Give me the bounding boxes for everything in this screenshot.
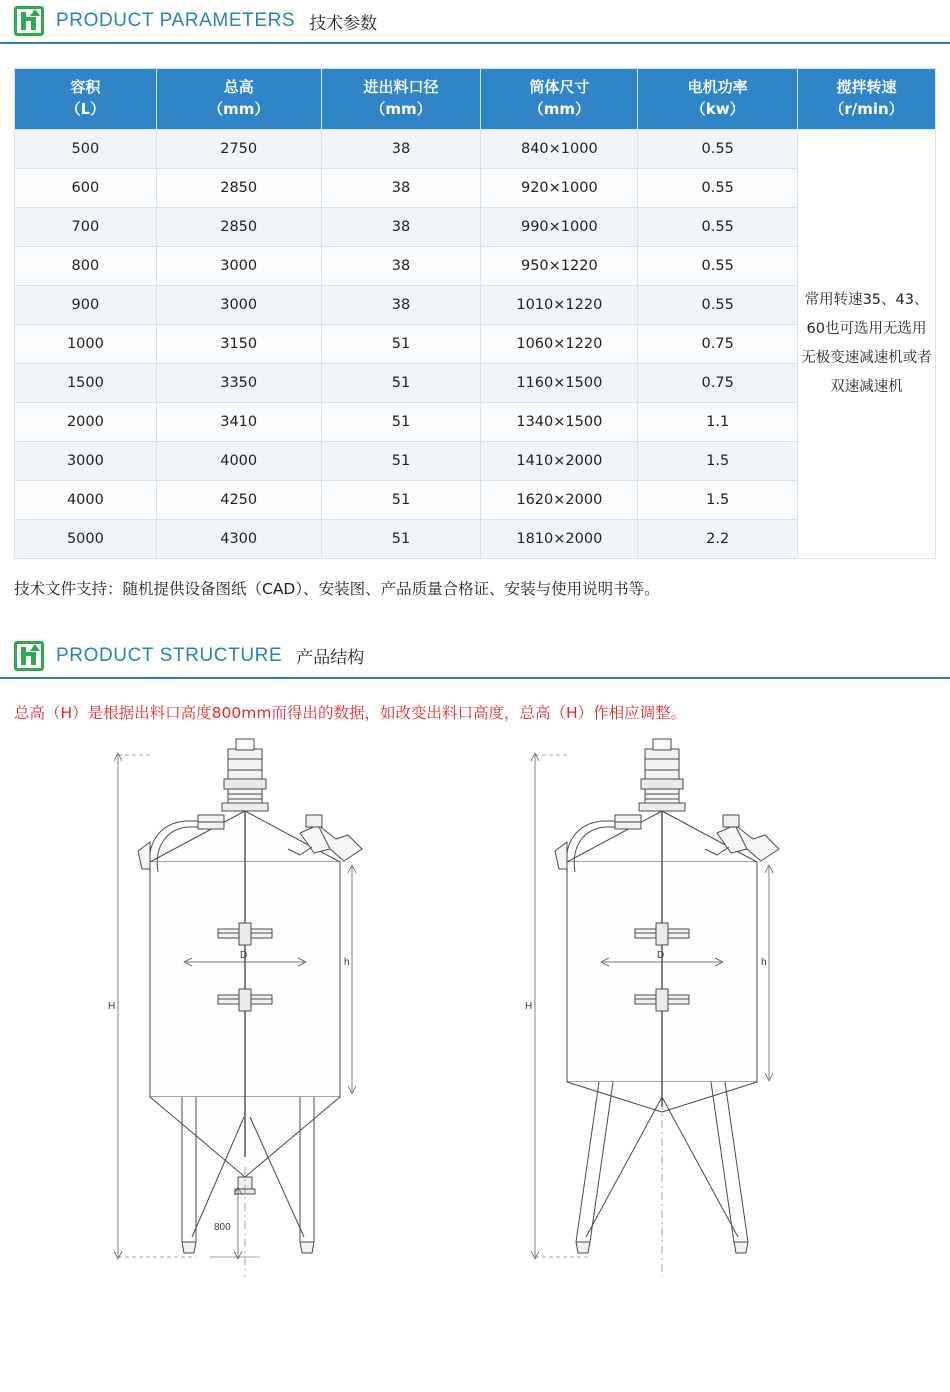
tank-drawing-right [531,739,779,1277]
section-header-structure [0,635,950,679]
cell-motor-power: 0.75 [638,324,798,363]
cell-motor-power: 1.5 [638,480,798,519]
parameters-table [14,68,936,559]
cell-port-diameter: 51 [321,441,481,480]
cell-total-height: 2850 [156,207,321,246]
table-row [15,480,936,519]
section-title-cn: 技术参数 [309,13,378,34]
table-row [15,519,936,558]
cell-volume: 500 [15,129,157,168]
cell-body-size: 1410×2000 [481,441,638,480]
cell-port-diameter: 38 [321,207,481,246]
cell-total-height: 3350 [156,363,321,402]
label-right-inner-height: h [761,956,767,968]
cell-volume: 1000 [15,324,157,363]
cell-volume: 1500 [15,363,157,402]
table-row [15,285,936,324]
cell-motor-power: 0.55 [638,246,798,285]
cell-body-size: 1810×2000 [481,519,638,558]
cell-body-size: 1160×1500 [481,363,638,402]
column-header-stir-speed: 搅拌转速 （r/min） [798,69,936,130]
cell-body-size: 840×1000 [481,129,638,168]
cell-total-height: 4000 [156,441,321,480]
cell-body-size: 1620×2000 [481,480,638,519]
cell-volume: 4000 [15,480,157,519]
tank-drawing-left [114,739,362,1277]
cell-body-size: 1010×1220 [481,285,638,324]
cell-body-size: 950×1220 [481,246,638,285]
table-row [15,246,936,285]
cell-motor-power: 0.55 [638,285,798,324]
cell-motor-power: 0.55 [638,129,798,168]
cell-volume: 800 [15,246,157,285]
cell-body-size: 1340×1500 [481,402,638,441]
section-title-en: PRODUCT PARAMETERS [56,10,296,31]
company-logo-icon [14,6,44,36]
cell-total-height: 3000 [156,285,321,324]
cell-total-height: 2750 [156,129,321,168]
cell-port-diameter: 38 [321,246,481,285]
label-left-inner-height: h [344,956,350,968]
column-header-body-size: 筒体尺寸 （mm） [481,69,638,130]
cell-total-height: 3000 [156,246,321,285]
cell-motor-power: 0.55 [638,207,798,246]
cell-motor-power: 0.75 [638,363,798,402]
cell-volume: 900 [15,285,157,324]
section-title-en: PRODUCT STRUCTURE [56,644,283,666]
tank-drawings-svg [0,737,950,1297]
cell-stir-speed-note: 常用转速35、43、60也可选用无选用无极变速减速机或者双速减速机 [798,129,936,558]
label-left-total-height: H [108,1000,116,1012]
table-row [15,324,936,363]
cell-volume: 3000 [15,441,157,480]
cell-volume: 600 [15,168,157,207]
column-header-volume: 容积 （L） [15,69,157,130]
cell-total-height: 3150 [156,324,321,363]
cell-total-height: 4300 [156,519,321,558]
label-left-outlet-height: 800 [214,1221,231,1233]
cell-body-size: 990×1000 [481,207,638,246]
column-header-port-diameter: 进出料口径 （mm） [321,69,481,130]
label-right-diameter: D [657,949,665,961]
table-header-row [15,69,936,130]
cell-port-diameter: 38 [321,168,481,207]
technical-documents-note: 技术文件支持：随机提供设备图纸（CAD）、安装图、产品质量合格证、安装与使用说明书等。 [14,579,660,598]
cell-volume: 2000 [15,402,157,441]
cell-port-diameter: 38 [321,285,481,324]
table-row [15,363,936,402]
cell-motor-power: 2.2 [638,519,798,558]
cell-motor-power: 0.55 [638,168,798,207]
column-header-motor-power: 电机功率 （kw） [638,69,798,130]
cell-motor-power: 1.1 [638,402,798,441]
cell-port-diameter: 51 [321,363,481,402]
cell-port-diameter: 51 [321,402,481,441]
section-header-parameters [0,0,950,44]
label-left-diameter: D [240,949,248,961]
table-row [15,207,936,246]
product-structure-drawings [0,737,950,1297]
cell-total-height: 4250 [156,480,321,519]
cell-body-size: 920×1000 [481,168,638,207]
section-title-cn: 产品结构 [296,648,365,668]
cell-port-diameter: 51 [321,324,481,363]
table-row [15,402,936,441]
cell-port-diameter: 51 [321,519,481,558]
cell-volume: 5000 [15,519,157,558]
height-adjustment-note: 总高（H）是根据出料口高度800mm而得出的数据，如改变出料口高度，总高（H）作相应调整。 [14,703,687,722]
company-logo-icon [14,641,44,671]
label-right-total-height: H [525,1000,533,1012]
column-header-total-height: 总高 （mm） [156,69,321,130]
cell-port-diameter: 51 [321,480,481,519]
cell-total-height: 3410 [156,402,321,441]
table-row [15,441,936,480]
cell-motor-power: 1.5 [638,441,798,480]
cell-port-diameter: 38 [321,129,481,168]
cell-volume: 700 [15,207,157,246]
parameters-table-wrap [14,68,936,559]
cell-body-size: 1060×1220 [481,324,638,363]
table-row [15,129,936,168]
table-row [15,168,936,207]
cell-total-height: 2850 [156,168,321,207]
